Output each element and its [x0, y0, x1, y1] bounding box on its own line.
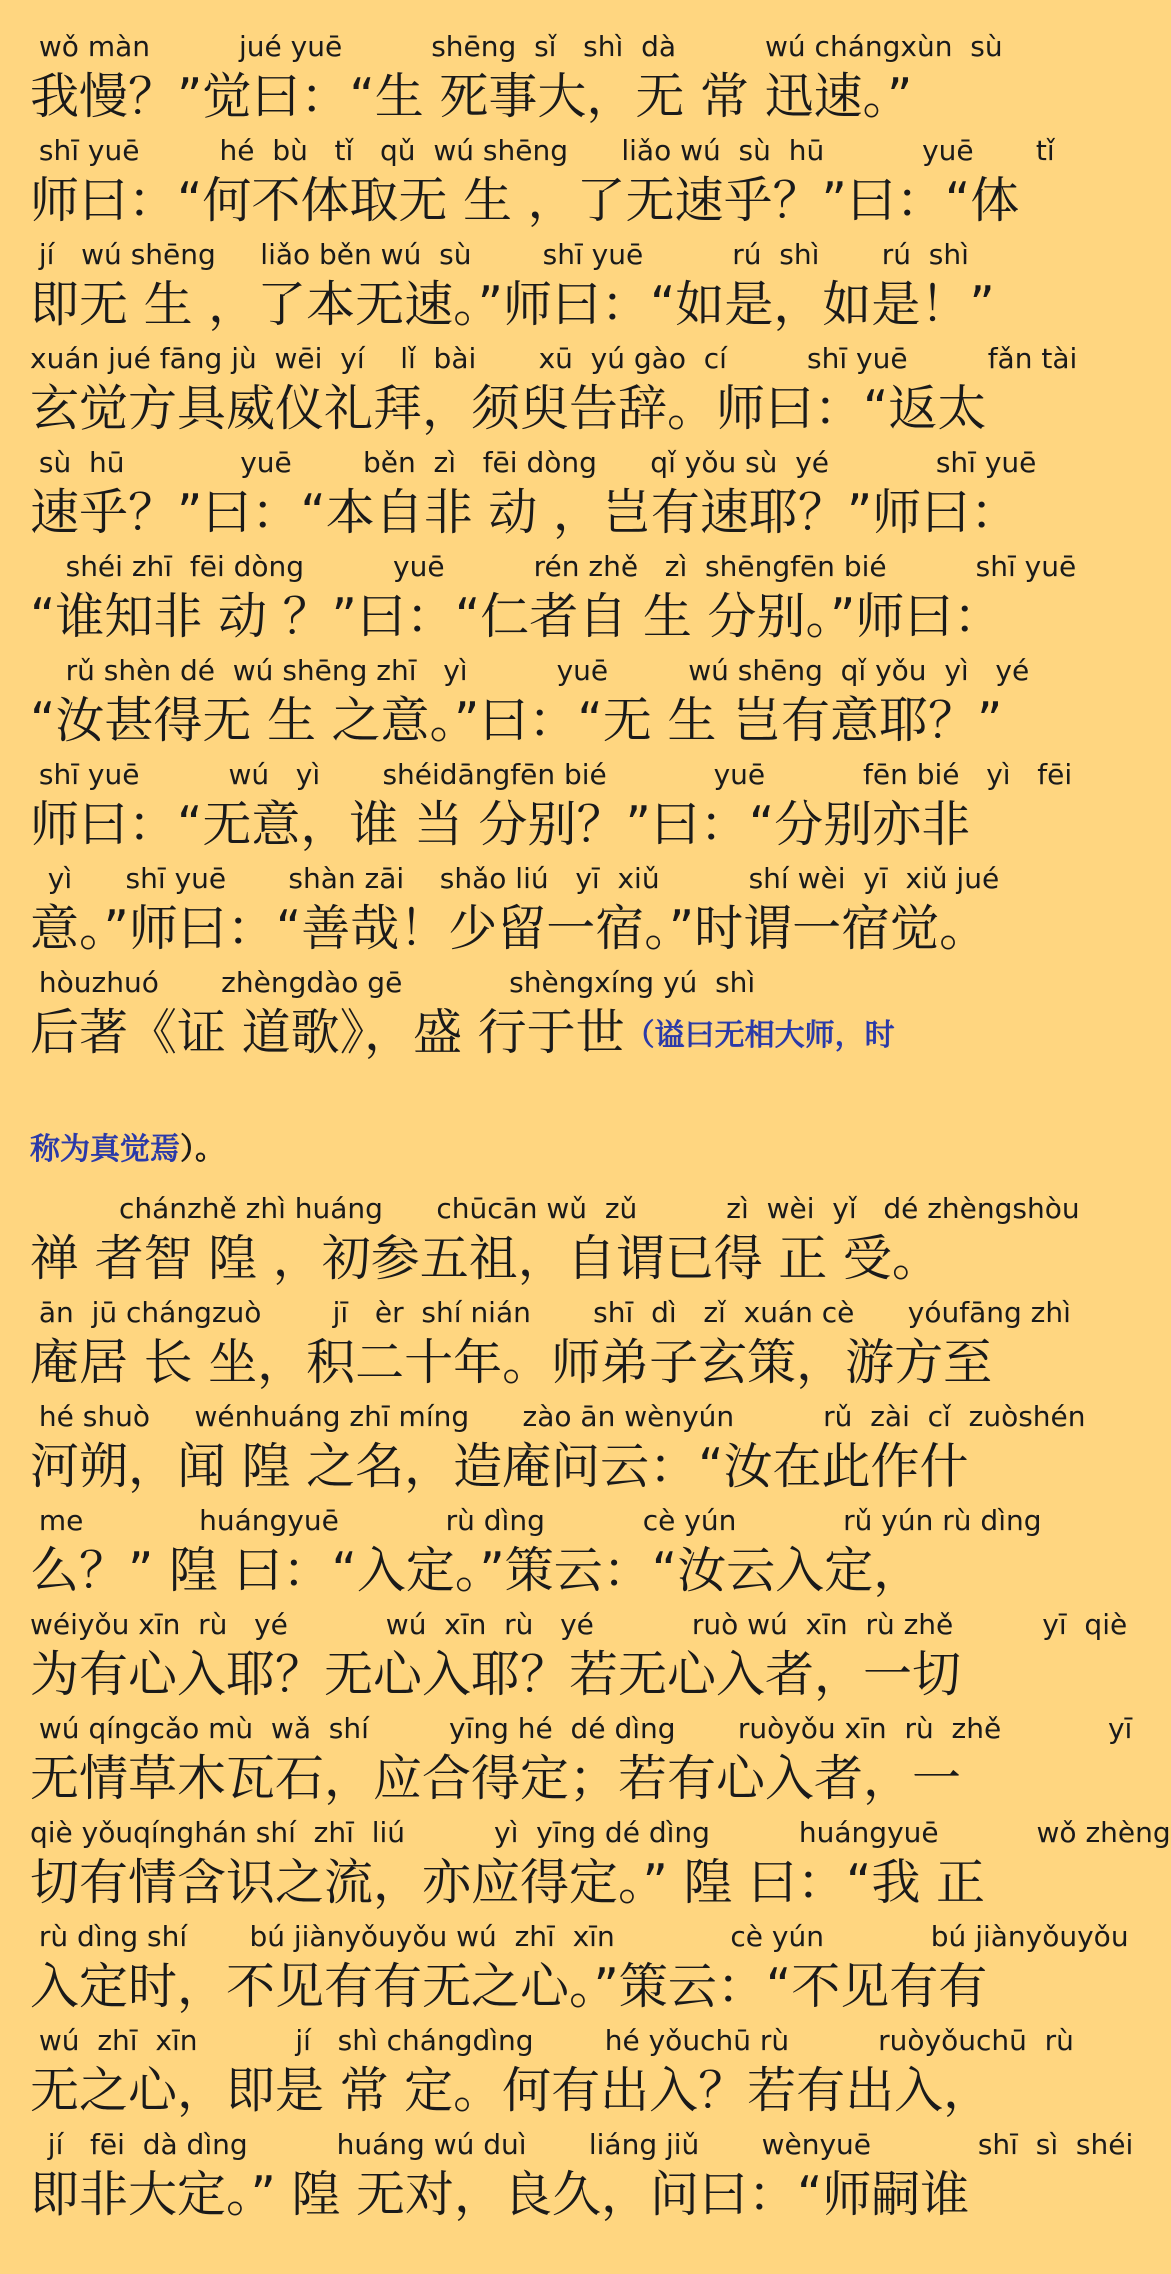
pinyin-row: shéi zhī fēi dòng yuē rén zhě zì shēngfēn bié shī yuē	[30, 550, 1077, 583]
hanzi-row: 禅 者智 隍 ，初参五祖，自谓已得 正 受。	[30, 1230, 941, 1287]
pinyin-row: ān jū chángzuò jī èr shí nián shī dì zǐ xuán cè yóufāng zhì	[30, 1296, 1071, 1329]
text-line-1	[30, 30, 1056, 134]
pinyin-row: rù dìng shí bú jiànyǒuyǒu wú zhī xīn cè yún bú jiànyǒuyǒu	[30, 1920, 1129, 1953]
pinyin-row: xuán jué fāng jù wēi yí lǐ bài xū yú gào cí shī yuē fǎn tài	[30, 342, 1078, 375]
text-line-20	[30, 2128, 1134, 2232]
pinyin-row: rǔ shèn dé wú shēng zhī yì yuē wú shēng qǐ yǒu yì yé	[30, 654, 1030, 687]
hanzi-row: 为有心入耶？无心入耶？若无心入者，一切	[30, 1646, 962, 1703]
hanzi-row: “汝甚得无 生 之意。”曰：“无 生 岂有意耶？”	[30, 692, 1003, 749]
pinyin-row: wéiyǒu xīn rù yé wú xīn rù yé ruò wú xīn rù zhě yī qiè	[30, 1608, 1128, 1641]
pinyin-row: hòuzhuó zhèngdào gē shèngxíng yú shì	[30, 966, 756, 999]
hanzi-row: 师曰：“无意，谁 当 分别？”曰：“分别亦非	[30, 796, 971, 853]
text-line-16	[30, 1712, 1133, 1816]
text-line-6	[30, 550, 1077, 654]
hanzi-row: 切有情含识之流，亦应得定。” 隍 曰：“我 正	[30, 1854, 985, 1911]
hanzi-row: 庵居 长 坐，积二十年。师弟子玄策，游方至	[30, 1334, 993, 1391]
hanzi-row: 速乎？”曰：“本自非 动 ，岂有速耶？”师曰：	[30, 484, 1020, 541]
hanzi-row	[30, 1000, 1056, 1066]
pinyin-row: chánzhě zhì huáng chūcān wǔ zǔ zì wèi yǐ dé zhèngshòu	[30, 1192, 1080, 1225]
hanzi-row: 么？” 隍 曰：“入定。”策云：“汝云入定，	[30, 1542, 923, 1599]
pinyin-row: hé shuò wénhuáng zhī míng zào ān wènyún rǔ zài cǐ zuòshén	[30, 1400, 1086, 1433]
text-line-8	[30, 758, 1073, 862]
hanzi-row: 我慢？”觉曰：“生 死事大，无 常 迅速。”	[30, 68, 913, 125]
text-line-15	[30, 1608, 1128, 1712]
hanzi-row: 玄觉方具威仪礼拜，须臾告辞。师曰：“返太	[30, 380, 987, 437]
annotation-note-end: 称为真觉焉	[30, 1132, 180, 1167]
hanzi-row: 师曰：“何不体取无 生 ，了无速乎？”曰：“体	[30, 172, 1020, 229]
hanzi-row: 意。”师曰：“善哉！少留一宿。”时谓一宿觉。	[30, 900, 989, 957]
text-line-12	[30, 1296, 1071, 1400]
text-line-14	[30, 1504, 1056, 1608]
hanzi-text: 后著《证 道歌》，盛 行于世	[30, 1004, 625, 1061]
pinyin-row: wú qíngcǎo mù wǎ shí yīng hé dé dìng ruòyǒu xīn rù zhě yī	[30, 1712, 1133, 1745]
text-line-5	[30, 446, 1056, 550]
pinyin-row: jí wú shēng liǎo běn wú sù shī yuē rú shì rú shì	[30, 238, 969, 271]
text-line-17	[30, 1816, 1171, 1920]
pinyin-row: me huángyuē rù dìng cè yún rǔ yún rù dìng	[30, 1504, 1042, 1537]
pinyin-row: shī yuē wú yì shéidāngfēn bié yuē fēn bié yì fēi	[30, 758, 1073, 791]
hanzi-row: 无之心，即是 常 定。何有出入？若有出入，	[30, 2062, 993, 2119]
pinyin-row: jí fēi dà dìng huáng wú duì liáng jiǔ wènyuē shī sì shéi	[30, 2128, 1134, 2161]
text-line-2	[30, 134, 1056, 238]
hanzi-row: 即非大定。” 隍 无对，良久，问曰：“师嗣谁	[30, 2166, 970, 2223]
text-line-4	[30, 342, 1078, 446]
pinyin-row: wú zhī xīn jí shì chángdìng hé yǒuchū rù ruòyǒuchū rù	[30, 2024, 1074, 2057]
text-line-7	[30, 654, 1056, 758]
annotation-continuation	[30, 1120, 1056, 1180]
text-line-9	[30, 862, 1056, 966]
text-line-11	[30, 1192, 1080, 1296]
hanzi-row: 河朔，闻 隍 之名，造庵问云：“汝在此作什	[30, 1438, 969, 1495]
hanzi-row: 即无 生 ，了本无速。”师曰：“如是，如是！”	[30, 276, 995, 333]
pinyin-row: sù hū yuē běn zì fēi dòng qǐ yǒu sù yé shī yuē	[30, 446, 1037, 479]
text-line-3	[30, 238, 1056, 342]
annotation-close-punct: ）。	[180, 1132, 225, 1167]
hanzi-row: 入定时，不见有有无之心。”策云：“不见有有	[30, 1958, 988, 2015]
pinyin-row: wǒ màn jué yuē shēng sǐ shì dà wú chángxùn sù	[30, 30, 1003, 63]
annotation-note: （谥曰无相大师，时	[624, 1018, 895, 1053]
text-line-18	[30, 1920, 1129, 2024]
hanzi-row: “谁知非 动 ？”曰：“仁者自 生 分别。”师曰：	[30, 588, 1003, 645]
text-line-19	[30, 2024, 1074, 2128]
text-line-13	[30, 1400, 1086, 1504]
pinyin-row: yì shī yuē shàn zāi shǎo liú yī xiǔ shí wèi yī xiǔ jué	[30, 862, 1000, 895]
text-line-10	[30, 966, 1056, 1070]
pinyin-row: shī yuē hé bù tǐ qǔ wú shēng liǎo wú sù hū yuē tǐ	[30, 134, 1055, 167]
pinyin-row: qiè yǒuqínghán shí zhī liú yì yīng dé dìng huángyuē wǒ zhèng	[30, 1816, 1171, 1849]
hanzi-row: 无情草木瓦石，应合得定；若有心入者，一	[30, 1750, 962, 1807]
